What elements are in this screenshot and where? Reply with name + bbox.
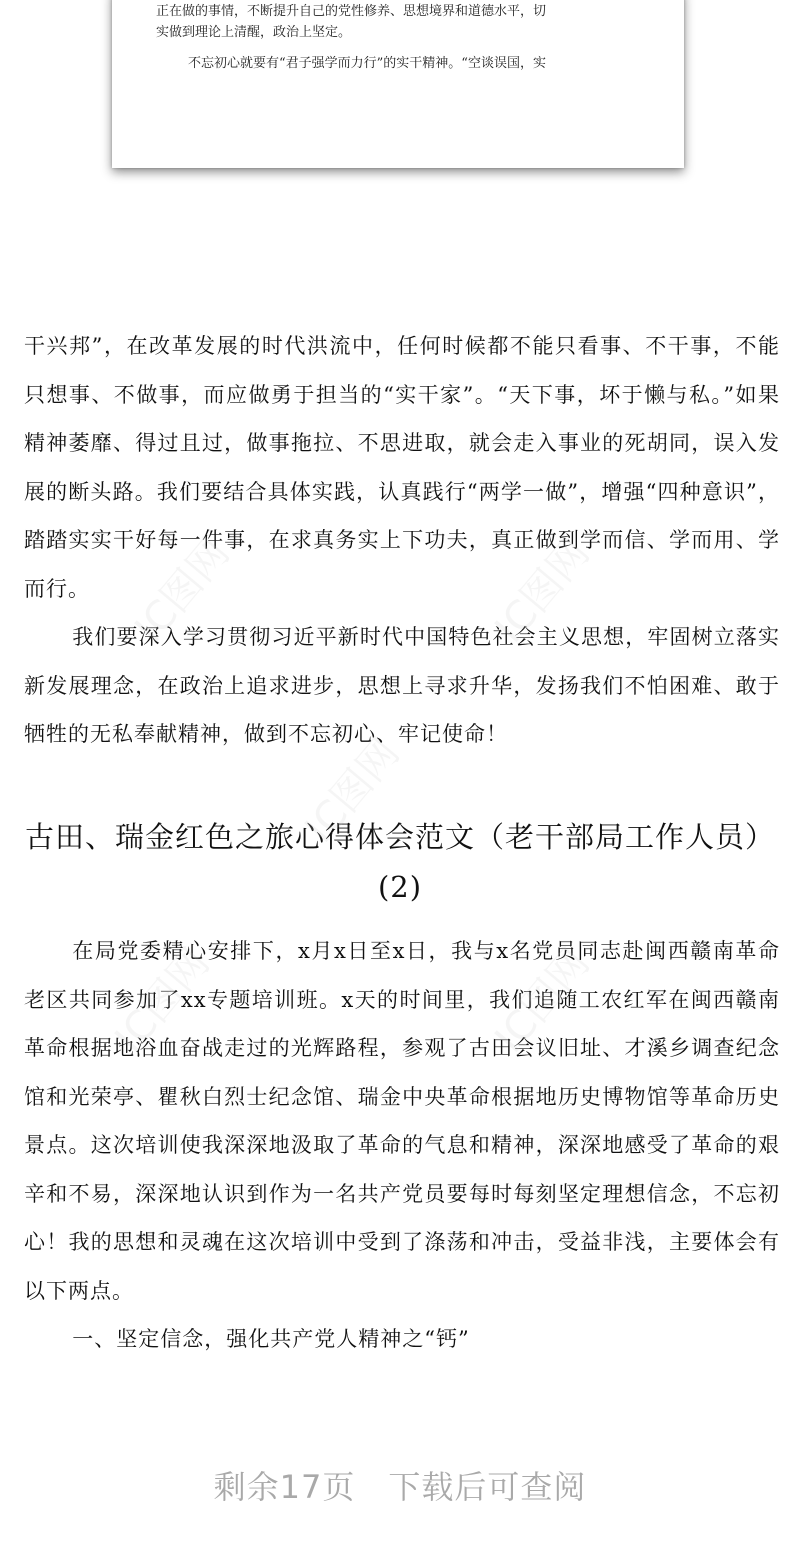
watermark: IC图网 — [486, 940, 599, 1062]
remaining-pages-notice[interactable]: 剩余17页 下载后可查阅 — [213, 1468, 587, 1506]
paragraph: 干兴邦”，在改革发展的时代洪流中，任何时候都不能只看事、不干事，不能只想事、不做事，而应做勇于担当的“实干家”。“天下事，坏于懒与私。”如果精神萎靡、得过且过，做事拖拉、不思进取，就会走入事业的死胡同，误入发展的断头路。我们要结合具体实践，认真践行“两学一做”，增强“四种意识”，踏踏实实干好每一件事，在求真务实上下功夫，真正做到学而信、学而用、学而行。 — [24, 334, 780, 601]
paragraph: 在局党委精心安排下，x月x日至x日，我与x名党员同志赴闽西赣南革命老区共同参加了xx专题培训班。x天的时间里，我们追随工农红军在闽西赣南革命根据地浴血奋战走过的光辉路程，参观了古田会议旧址、才溪乡调查纪念馆和光荣亭、瞿秋白烈士纪念馆、瑞金中央革命根据地历史博物馆等革命历史景点。这次培训使我深深地汲取了革命的气息和精神，深深地感受了革命的艰辛和不易，深深地认识到作为一名共产党员要每时每刻坚定理想信念，不忘初心！我的思想和灵魂在这次培训中受到了涤荡和冲击，受益非浅，主要体会有以下两点。 — [24, 939, 780, 1303]
preview-line: 不忘初心就要有“君子强学而力行”的实干精神。“空谈误国，实 — [188, 56, 546, 71]
paragraph: 我们要深入学习贯彻习近平新时代中国特色社会主义思想，牢固树立落实新发展理念，在政治上追求进步，思想上寻求升华，发扬我们不怕困难、敢于牺牲的无私奉献精神，做到不忘初心、牢记使命！ — [24, 625, 780, 746]
preview-line: 正在做的事情，不断提升自己的党性修养、思想境界和道德水平，切 — [156, 4, 547, 19]
preview-line: 实做到理论上清醒，政治上坚定。 — [156, 25, 352, 40]
watermark: IC图网 — [106, 940, 219, 1062]
body-section-1 — [24, 322, 780, 759]
watermark: IC图网 — [126, 530, 239, 652]
document-preview-card — [112, 0, 684, 168]
section-title: 古田、瑞金红色之旅心得体会范文（老干部局工作人员）(2) — [24, 820, 775, 904]
subheading: 一、坚定信念，强化共产党人精神之“钙” — [72, 1327, 470, 1351]
body-section-2 — [24, 927, 780, 1364]
watermark: IC图网 — [486, 530, 599, 652]
watermark: IC图网 — [296, 730, 409, 852]
